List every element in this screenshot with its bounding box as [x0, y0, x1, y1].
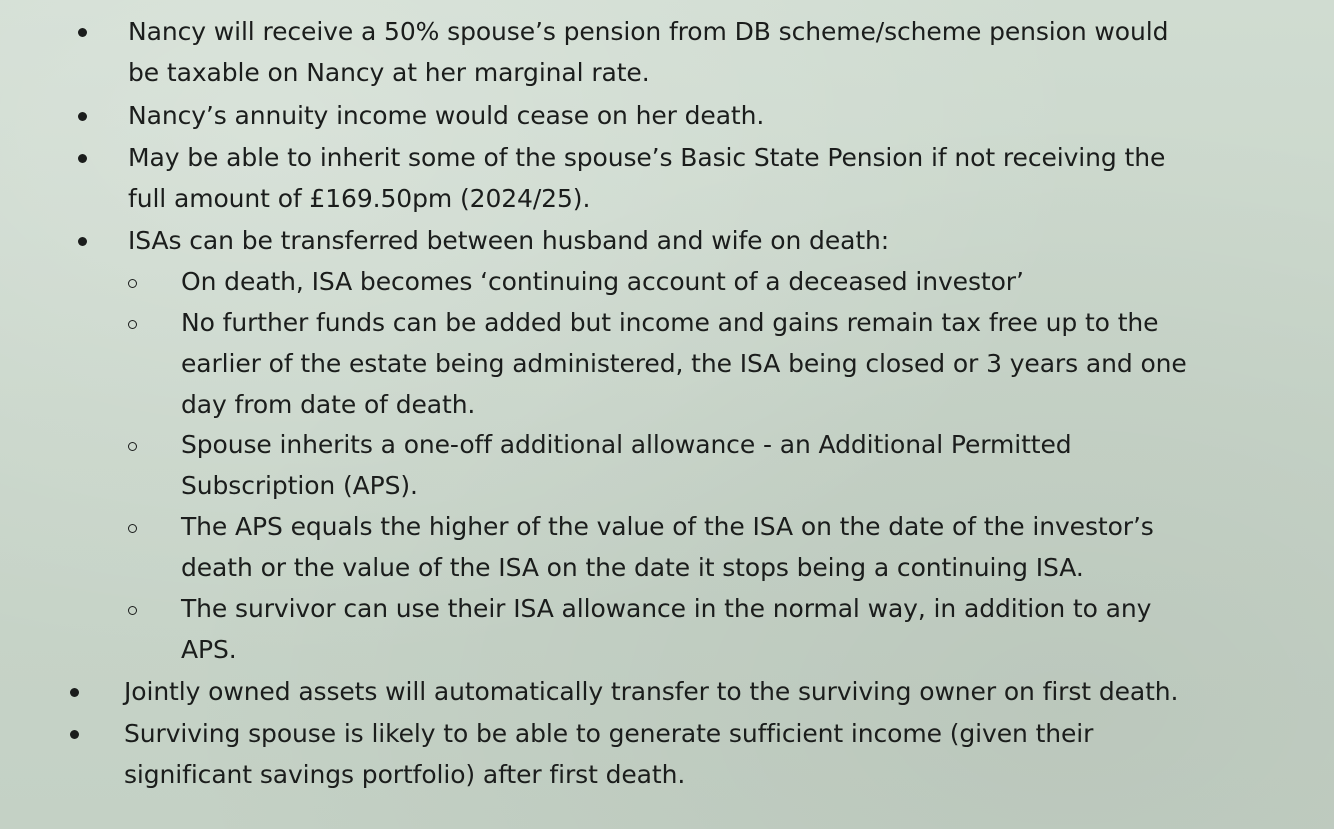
bullet-circle-icon	[128, 524, 137, 533]
item-text-line: APS.	[181, 635, 237, 664]
item-text-line: Surviving spouse is likely to be able to generate sufficient income (given their	[124, 719, 1094, 748]
bullet-dot-icon	[78, 112, 87, 121]
bullet-dot-icon	[70, 730, 79, 739]
bullet-dot-icon	[70, 688, 79, 697]
item-text-line: The survivor can use their ISA allowance in the normal way, in addition to any	[181, 594, 1152, 623]
bullet-circle-icon	[128, 320, 137, 329]
item-text-line: Spouse inherits a one-off additional allowance - an Additional Permitted	[181, 430, 1072, 459]
item-text-line: The APS equals the higher of the value of the ISA on the date of the investor’s	[181, 512, 1154, 541]
item-text-line: No further funds can be added but income and gains remain tax free up to the	[181, 308, 1159, 337]
bullet-dot-icon	[78, 237, 87, 246]
item-text-line: Jointly owned assets will automatically transfer to the surviving owner on first death.	[124, 677, 1179, 706]
item-text-line: day from date of death.	[181, 390, 476, 419]
item-text-line: Nancy’s annuity income would cease on her death.	[128, 101, 765, 130]
item-text-line: death or the value of the ISA on the date it stops being a continuing ISA.	[181, 553, 1084, 582]
item-text-line: On death, ISA becomes ‘continuing account of a deceased investor’	[181, 267, 1024, 296]
item-text-line: Subscription (APS).	[181, 471, 418, 500]
bullet-circle-icon	[128, 606, 137, 615]
bullet-circle-icon	[128, 279, 137, 288]
item-text-line: earlier of the estate being administered, the ISA being closed or 3 years and one	[181, 349, 1187, 378]
item-text-line: May be able to inherit some of the spouse’s Basic State Pension if not receiving the	[128, 143, 1166, 172]
item-text-line: significant savings portfolio) after first death.	[124, 760, 686, 789]
item-text-line: ISAs can be transferred between husband and wife on death:	[128, 226, 890, 255]
item-text-line: Nancy will receive a 50% spouse’s pension from DB scheme/scheme pension would	[128, 17, 1169, 46]
item-text-line: be taxable on Nancy at her marginal rate.	[128, 58, 650, 87]
item-text-line: full amount of £169.50pm (2024/25).	[128, 184, 591, 213]
bullet-circle-icon	[128, 442, 137, 451]
bullet-dot-icon	[78, 154, 87, 163]
bullet-dot-icon	[78, 28, 87, 37]
